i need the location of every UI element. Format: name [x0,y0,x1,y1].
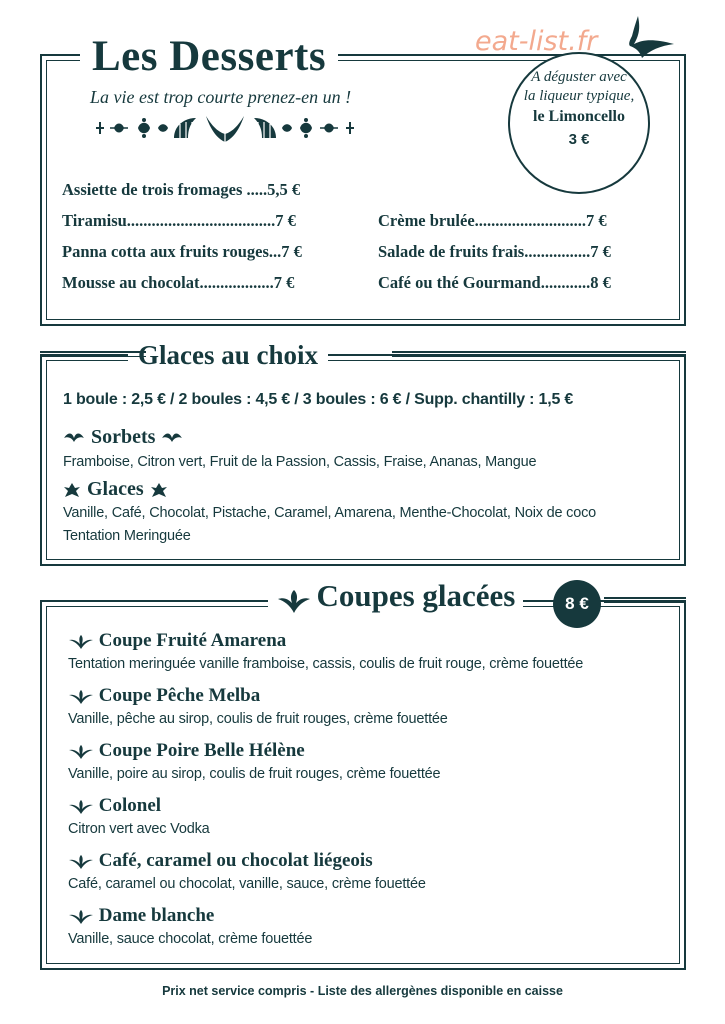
coupe-name: Coupe Poire Belle Hélène [68,740,305,762]
coupes-title: Coupes glacées [316,578,516,613]
coupes-price-badge: 8 € [553,580,601,628]
limoncello-line-1: A déguster avec [531,69,627,85]
title-rule-right [604,597,686,603]
limoncello-line-3: le Limoncello [533,108,625,125]
fleuron-icon [68,689,94,705]
limoncello-line-2: la liqueur typique, [523,88,635,104]
fleuron-icon [68,854,94,870]
watermark-text: eat-list.fr [475,26,598,57]
dessert-item: Panna cotta aux fruits rouges...7 € [62,242,302,261]
flower-ornament-icon [62,481,82,499]
coupe-name: Café, caramel ou chocolat liégeois [68,850,373,872]
dessert-item: Crème brulée...........................7 € [378,211,607,230]
sorbets-heading [62,426,184,449]
dessert-item: Café ou thé Gourmand............8 € [378,273,611,292]
glaces-title-box [128,340,328,371]
coupe-desc: Citron vert avec Vodka [68,821,210,837]
title-rule-right [392,351,686,357]
glaces-subtitle: Glaces [87,478,144,500]
coupe-name: Colonel [68,795,161,817]
dessert-item: Salade de fruits frais................7 € [378,242,611,261]
limoncello-price: 3 € [568,131,590,148]
fleuron-icon [68,799,94,815]
dessert-item: Tiramisu....................................7 € [62,211,296,230]
coupe-desc: Vanille, poire au sirop, coulis de fruit rouges, crème fouettée [68,766,441,782]
coupe-name: Coupe Pêche Melba [68,685,260,707]
coupe-name: Coupe Fruité Amarena [68,630,286,652]
fleuron-icon [68,634,94,650]
coupe-desc: Tentation meringuée vanille framboise, cassis, coulis de fruit rouge, crème fouettée [68,656,584,672]
glaces-title: Glaces au choix [138,340,318,370]
desserts-tagline: La vie est trop courte prenez-en un ! [90,87,352,107]
coupe-desc: Café, caramel ou chocolat, vanille, sauce, crème fouettée [68,876,426,892]
coupe-desc: Vanille, pêche au sirop, coulis de fruit rouges, crème fouettée [68,711,448,727]
bird-icon [620,14,676,60]
glaces-prices: 1 boule : 2,5 € / 2 boules : 4,5 € / 3 boules : 6 € / Supp. chantilly : 1,5 € [63,391,574,408]
limoncello-badge [508,52,650,194]
title-rule-left [40,351,146,357]
fleuron-icon [276,589,312,615]
dessert-item: Assiette de trois fromages .....5,5 € [62,180,301,199]
ornament-divider-icon [94,112,356,144]
glaces-heading [62,478,169,501]
sorbets-list: Framboise, Citron vert, Fruit de la Passion, Cassis, Fraise, Ananas, Mangue [63,454,537,470]
leaf-ornament-icon [62,430,86,446]
fleuron-icon [68,909,94,925]
fleuron-icon [68,744,94,760]
coupe-name: Dame blanche [68,905,214,927]
glaces-list: Vanille, Café, Chocolat, Pistache, Caramel, Amarena, Menthe-Chocolat, Noix de coco [63,505,596,521]
footer-note: Prix net service compris - Liste des allergènes disponible en caisse [162,984,563,998]
flower-ornament-icon [149,481,169,499]
leaf-ornament-icon [160,430,184,446]
coupe-desc: Vanille, sauce chocolat, crème fouettée [68,931,313,947]
dessert-item: Mousse au chocolat..................7 € [62,273,295,292]
coupes-title-box [268,578,523,615]
glaces-list: Tentation Meringuée [63,528,191,544]
sorbets-title: Sorbets [91,426,156,448]
desserts-title: Les Desserts [80,32,338,81]
